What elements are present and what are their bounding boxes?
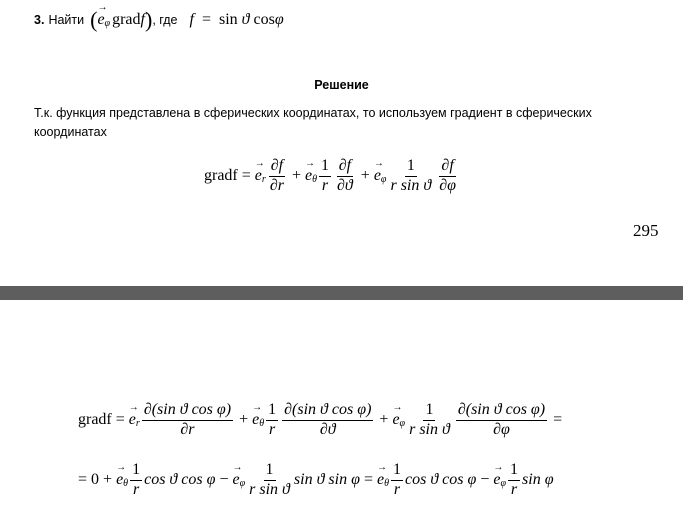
- formula-plus-1: +: [291, 167, 301, 185]
- fraction-df-dr: [268, 158, 286, 195]
- calc-sub-theta: θ: [259, 418, 265, 430]
- frac-num: 1: [391, 462, 403, 481]
- formula-eq: =: [241, 167, 251, 185]
- calc-frac-dr: [142, 402, 233, 439]
- calc-sub-phi: φ: [399, 418, 406, 430]
- calc2-sub-theta-2: θ: [384, 478, 389, 490]
- task-condition: [190, 12, 284, 28]
- calc2-eq-2: =: [363, 471, 373, 489]
- frac-den: r sin ϑ: [409, 420, 450, 438]
- formula-sub-r: r: [261, 174, 266, 186]
- calc2-eq: =: [78, 471, 88, 489]
- calc-eq: =: [115, 411, 125, 429]
- solution-heading: Решение: [314, 78, 369, 92]
- calc2-sin-phi: sin φ: [522, 471, 554, 489]
- calc-e-theta: → e: [252, 412, 259, 428]
- fraction-df-dtheta: [335, 158, 355, 195]
- solution-text: Т.к. функция представлена в сферических координатах, то используем градиент в сферических координатах: [34, 106, 592, 139]
- calc-plus-1: +: [239, 411, 249, 429]
- frac-den: ∂φ: [439, 176, 456, 194]
- frac-num: 1: [130, 462, 142, 481]
- calc-e-phi: → e: [392, 412, 399, 428]
- calc2-e-phi-2: → e: [493, 472, 500, 488]
- frac-num: 1: [405, 158, 417, 177]
- calc-frac-dtheta: [282, 402, 373, 439]
- calc-line-2: [78, 462, 554, 499]
- function-f: f: [140, 11, 145, 28]
- frac-den: r sin ϑ: [390, 176, 432, 194]
- calc-frac-dphi: [456, 402, 547, 439]
- frac-den: ∂ϑ: [337, 176, 353, 194]
- calc-sub-r: r: [135, 418, 140, 430]
- formula-e-phi: → e: [374, 168, 381, 184]
- frac-num: 1: [266, 402, 278, 421]
- open-paren: (: [90, 7, 98, 32]
- frac-num: 1: [508, 462, 520, 481]
- frac-den: ∂r: [180, 420, 195, 438]
- task-number: 3.: [34, 13, 45, 27]
- calc-plus-2: +: [379, 411, 389, 429]
- frac-num: ∂(sin ϑ cos φ): [142, 402, 233, 421]
- page-number: 295: [633, 221, 659, 240]
- cond-f: f: [189, 11, 194, 28]
- calc-frac-1-rsin: [407, 402, 452, 439]
- fraction-1-rsin: [388, 158, 433, 195]
- calc2-frac-1-r-3: [508, 462, 520, 499]
- calc2-minus-1: −: [219, 471, 229, 489]
- grad-operator: grad: [112, 11, 141, 28]
- fraction-1-r: [319, 158, 331, 195]
- calc2-zero: 0: [91, 471, 100, 489]
- frac-num: ∂f: [269, 158, 285, 177]
- formula-e-r: → e: [255, 168, 262, 184]
- calc2-cos-cos-2: cos ϑ cos φ: [405, 471, 477, 489]
- frac-num: 1: [423, 402, 435, 421]
- calc2-e-theta-2: → e: [377, 472, 384, 488]
- frac-den: r: [510, 480, 518, 498]
- frac-num: 1: [319, 158, 331, 177]
- calc2-minus-2: −: [480, 471, 490, 489]
- calc2-frac-1-r-2: [391, 462, 403, 499]
- frac-den: ∂φ: [493, 420, 510, 438]
- calc2-sin-sin: sin ϑ sin φ: [293, 471, 360, 489]
- formula-lhs: gradf: [204, 167, 238, 185]
- frac-den: r sin ϑ: [249, 480, 290, 498]
- page-separator: [0, 286, 683, 300]
- frac-den: r: [393, 480, 401, 498]
- calc2-frac-1-r: [130, 462, 142, 499]
- formula-plus-2: +: [360, 167, 370, 185]
- frac-num: ∂(sin ϑ cos φ): [456, 402, 547, 421]
- calc2-e-theta: → e: [116, 472, 123, 488]
- calc-frac-1-r: [266, 402, 278, 439]
- frac-num: ∂f: [337, 158, 353, 177]
- frac-den: ∂r: [269, 176, 284, 194]
- close-paren: ): [144, 7, 153, 32]
- calc-eq-end: =: [553, 411, 563, 429]
- task-line: [34, 6, 284, 34]
- frac-den: r: [321, 176, 329, 194]
- calc2-sub-theta: θ: [123, 478, 129, 490]
- frac-den: r: [132, 480, 140, 498]
- frac-den: ∂ϑ: [319, 420, 336, 438]
- task-where-label: , где: [152, 13, 178, 27]
- calc2-frac-1-rsin: [247, 462, 292, 499]
- cond-cos: cos: [253, 11, 275, 28]
- vector-e-subscript: φ: [104, 18, 111, 29]
- frac-num: ∂(sin ϑ cos φ): [282, 402, 373, 421]
- task-expression: [90, 9, 152, 31]
- calc2-sub-phi-2: φ: [500, 478, 507, 490]
- formula-e-theta: → e: [305, 168, 312, 184]
- gradient-formula: [204, 158, 460, 195]
- vector-e: → e: [97, 12, 104, 28]
- calc2-plus: +: [103, 471, 113, 489]
- calc2-cos-cos: cos ϑ cos φ: [144, 471, 216, 489]
- cond-theta: ϑ: [241, 11, 250, 28]
- page-bottom: [0, 300, 683, 532]
- fraction-df-dphi: [437, 158, 458, 195]
- frac-num: 1: [264, 462, 276, 481]
- task-find-label: Найти: [48, 13, 85, 27]
- calc2-e-phi: → e: [232, 472, 239, 488]
- frac-den: r: [269, 420, 276, 438]
- cond-phi: φ: [274, 11, 284, 28]
- formula-sub-phi: φ: [380, 174, 387, 186]
- cond-sin: sin: [219, 11, 238, 28]
- calc-lhs: gradf: [78, 411, 112, 429]
- formula-sub-theta: θ: [312, 174, 318, 186]
- calc-line-1: [78, 402, 566, 439]
- cond-eq: =: [201, 11, 211, 28]
- calc2-sub-phi: φ: [239, 478, 246, 490]
- frac-num: ∂f: [439, 158, 455, 177]
- calc-e-r: → e: [129, 412, 136, 428]
